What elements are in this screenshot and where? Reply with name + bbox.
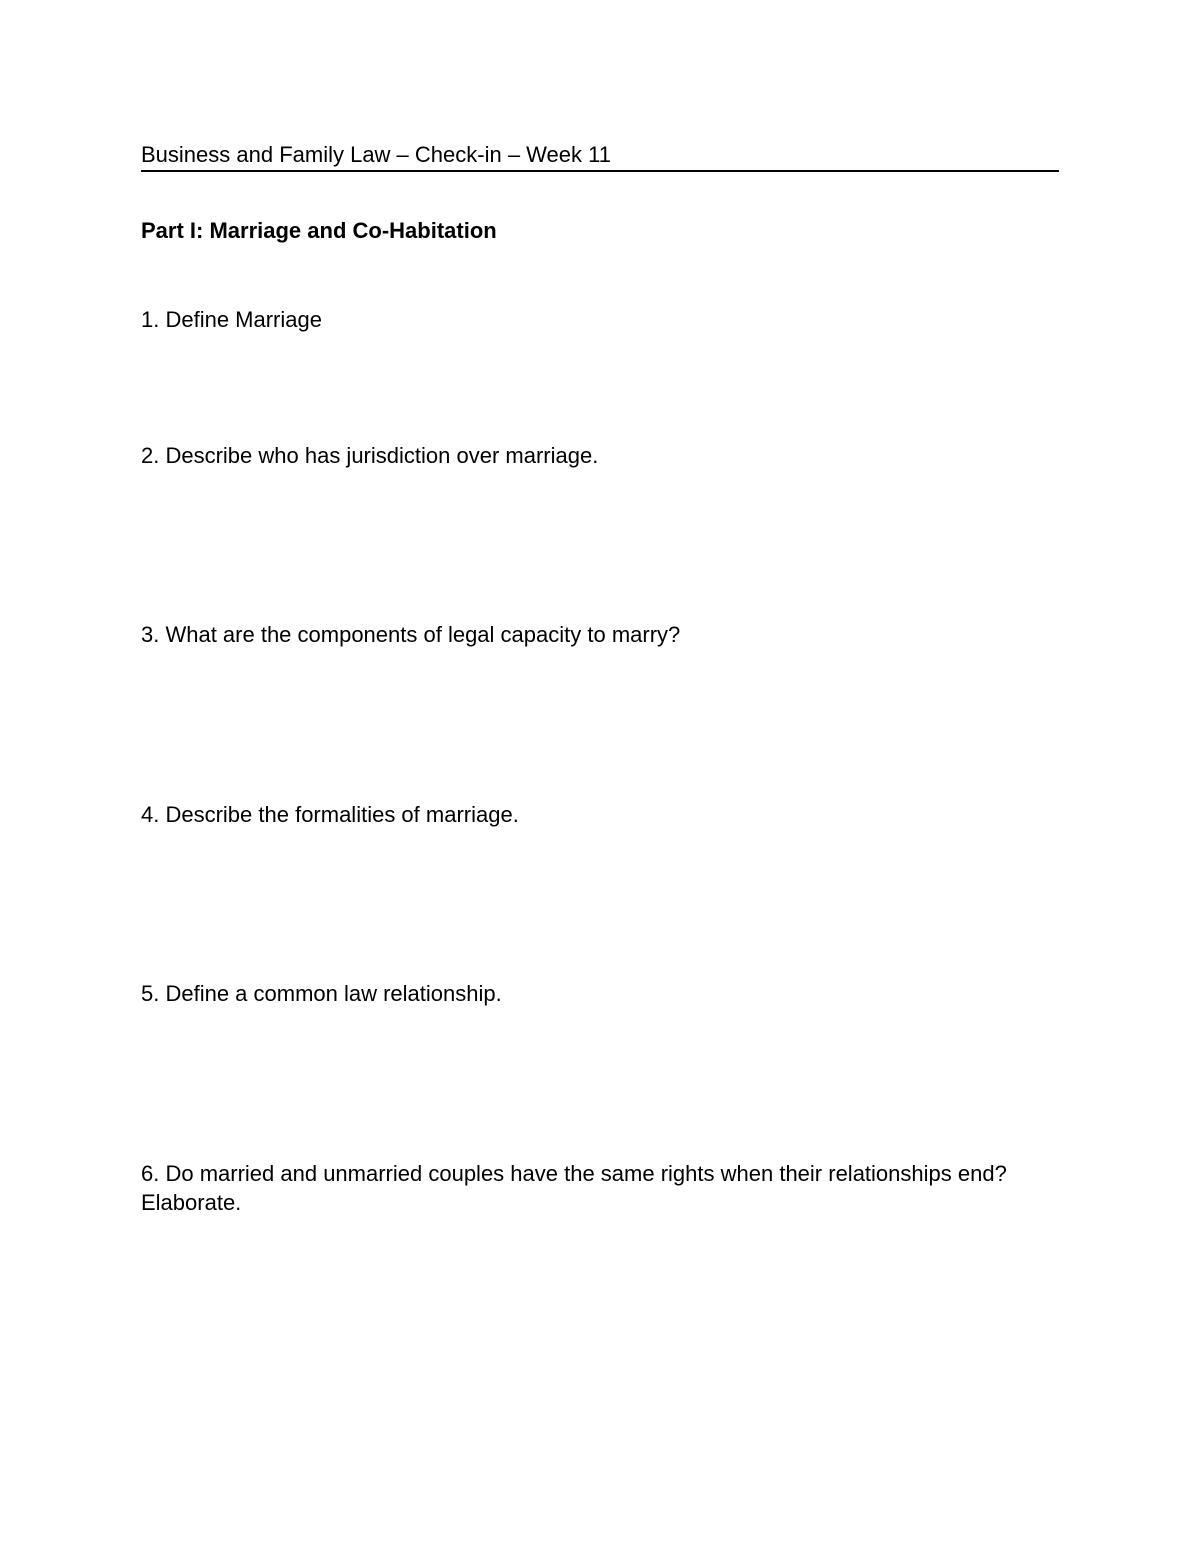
question-4: 4. Describe the formalities of marriage. xyxy=(141,802,519,827)
question-1: 1. Define Marriage xyxy=(141,307,322,332)
question-2: 2. Describe who has jurisdiction over marriage. xyxy=(141,443,599,468)
question-5: 5. Define a common law relationship. xyxy=(141,981,502,1006)
document-header: Business and Family Law – Check-in – Week 11 xyxy=(141,141,1059,172)
question-6: 6. Do married and unmarried couples have the same rights when their relationships end? Elaborate. xyxy=(141,1161,1007,1215)
section-title: Part I: Marriage and Co-Habitation xyxy=(141,218,497,243)
question-3: 3. What are the components of legal capacity to marry? xyxy=(141,622,681,647)
